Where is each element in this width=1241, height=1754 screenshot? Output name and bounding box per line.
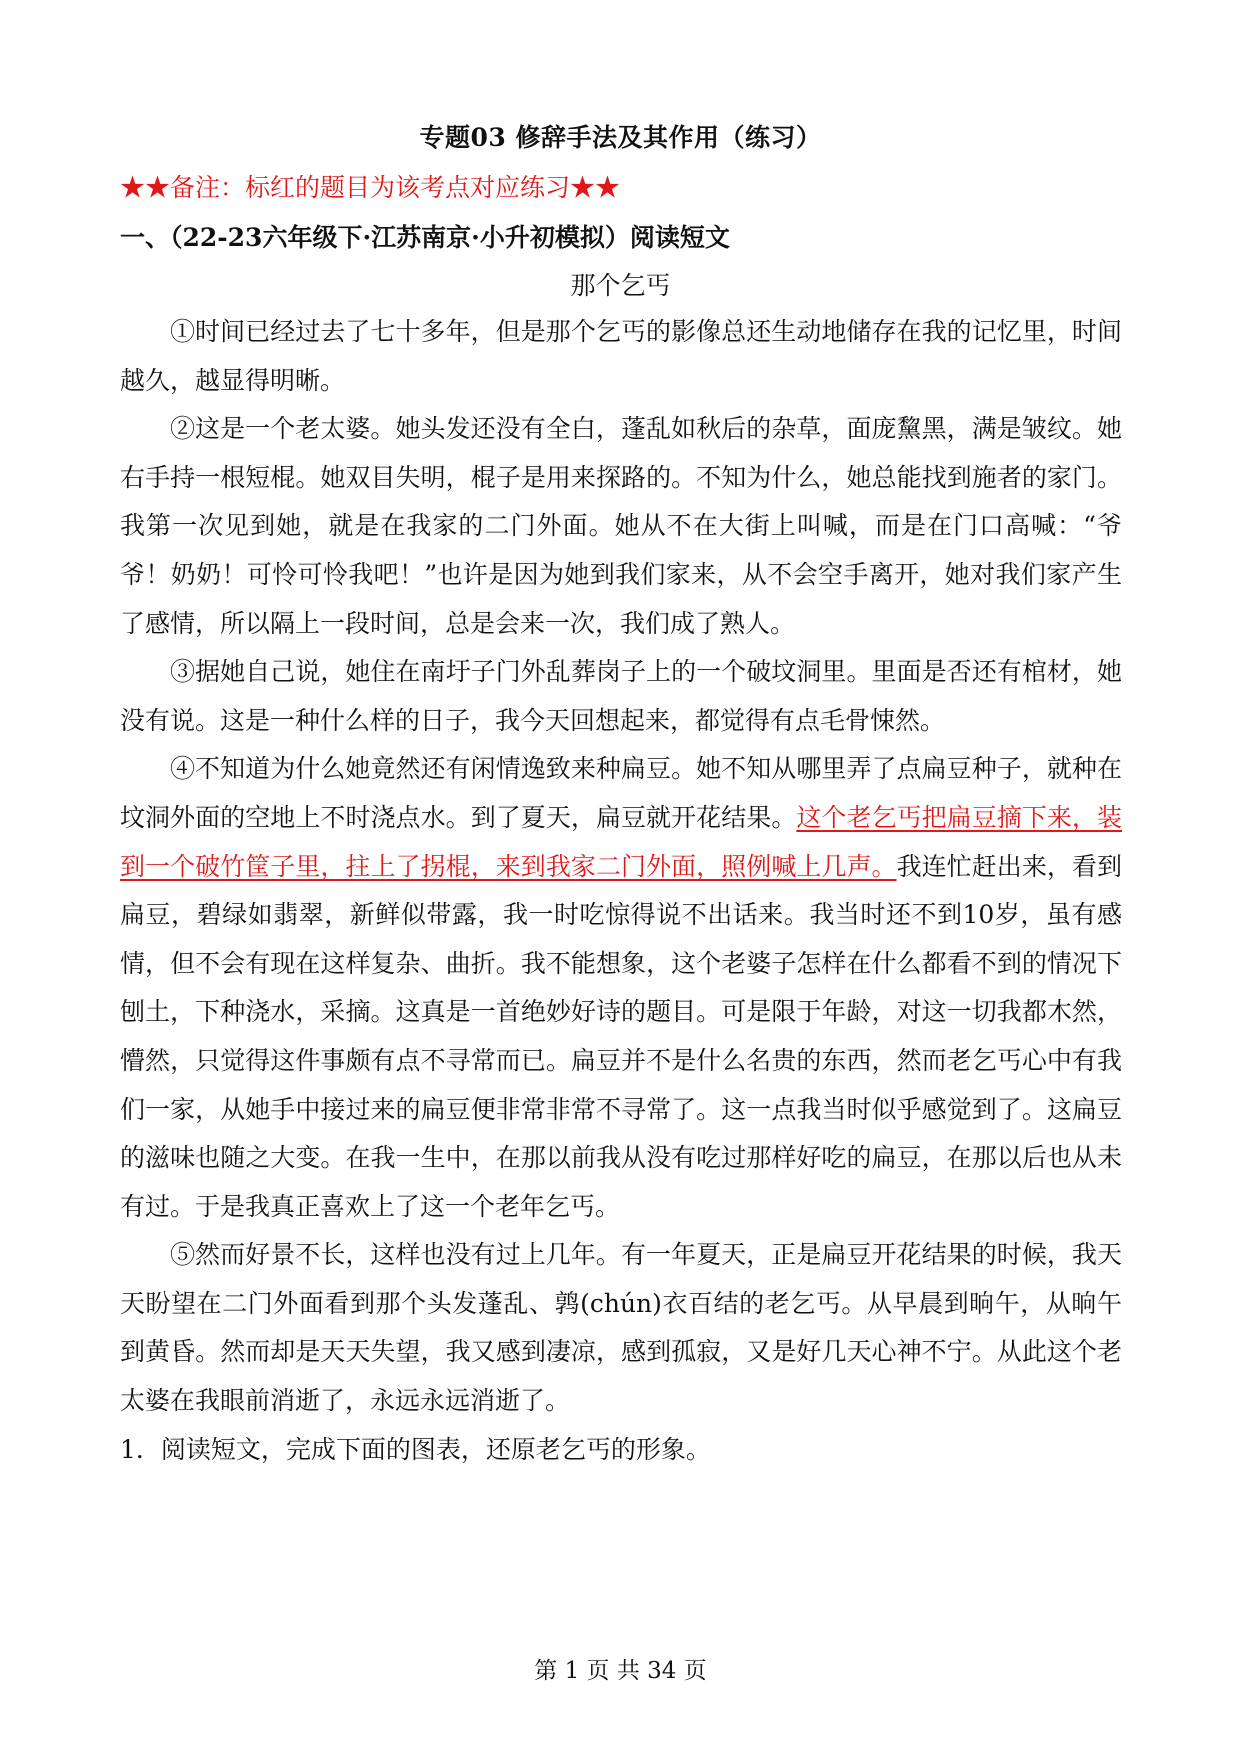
highlighted-sentence: 这个老乞丐把扁豆摘下来，装到一个破竹筐子里，拄上了拐棍，来到我家二门外面，照例喊上几声。 — [120, 802, 1122, 881]
question-1: 1．阅读短文，完成下面的图表，还原老乞丐的形象。 — [120, 1434, 711, 1464]
paragraph-2: ②这是一个老太婆。她头发还没有全白，蓬乱如秋后的杂草，面庞黧黑，满是皱纹。她右手持一根短棍。她双目失明，棍子是用来探路的。不知为什么，她总能找到施者的家门。我第一次见到她，就是在我家的二门外面。她从不在大街上叫喊，而是在门口高喊：“爷爷！奶奶！可怜可怜我吧！”也许是因为她到我们家来，从不会空手离开，她对我们家产生了感情，所以隔上一段时间，总是会来一次，我们成了熟人。 — [120, 414, 1122, 638]
paragraph-3: ③据她自己说，她住在南圩子门外乱葬岗子上的一个破坟洞里。里面是否还有棺材，她没有说。这是一种什么样的日子，我今天回想起来，都觉得有点毛骨悚然。 — [120, 657, 1122, 735]
section-heading: 一、（22-23六年级下·江苏南京·小升初模拟）阅读短文 — [120, 223, 730, 252]
article-body — [120, 308, 1122, 1474]
paragraph-5: ⑤然而好景不长，这样也没有过上几年。有一年夏天，正是扁豆开花结果的时候，我天天盼望在二门外面看到那个头发蓬乱、鹑(chún)衣百结的老乞丐。从早晨到晌午，从晌午到黄昏。然而却是天天失望，我又感到凄凉，感到孤寂，又是好几天心神不宁。从此这个老太婆在我眼前消逝了，永远永远消逝了。 — [120, 1240, 1122, 1416]
paragraph-4 — [120, 745, 1122, 1231]
red-note: ★★备注：标红的题目为该考点对应练习★★ — [120, 173, 621, 202]
page-footer: 第 1 页 共 34 页 — [534, 1658, 707, 1684]
paragraph-1: ①时间已经过去了七十多年，但是那个乞丐的影像总还生动地储存在我的记忆里，时间越久，越显得明晰。 — [120, 317, 1122, 395]
page-title: 专题03 修辞手法及其作用（练习） — [419, 123, 822, 152]
article-title: 那个乞丐 — [570, 271, 671, 300]
paragraph-4-before: ④不知道为什么她竟然还有闲情逸致来种扁豆。她不知从哪里弄了点扁豆种子，就种在坟洞外面的空地上不时浇点水。到了夏天，扁豆就开花结果。 — [120, 754, 1122, 832]
paragraph-4-after: 我连忙赶出来，看到扁豆，碧绿如翡翠，新鲜似带露，我一时吃惊得说不出话来。我当时还不到10岁，虽有感情，但不会有现在这样复杂、曲折。我不能想象，这个老婆子怎样在什么都看不到的情况下刨土，下种浇水，采摘。这真是一首绝妙好诗的题目。可是限于年龄，对这一切我都木然，懵然，只觉得这件事颇有点不寻常而已。扁豆并不是什么名贵的东西，然而老乞丐心中有我们一家，从她手中接过来的扁豆便非常非常不寻常了。这一点我当时似乎感觉到了。这扁豆的滋味也随之大变。在我一生中，在那以前我从没有吃过那样好吃的扁豆，在那以后也从未有过。于是我真正喜欢上了这一个老年乞丐。 — [120, 851, 1122, 1221]
